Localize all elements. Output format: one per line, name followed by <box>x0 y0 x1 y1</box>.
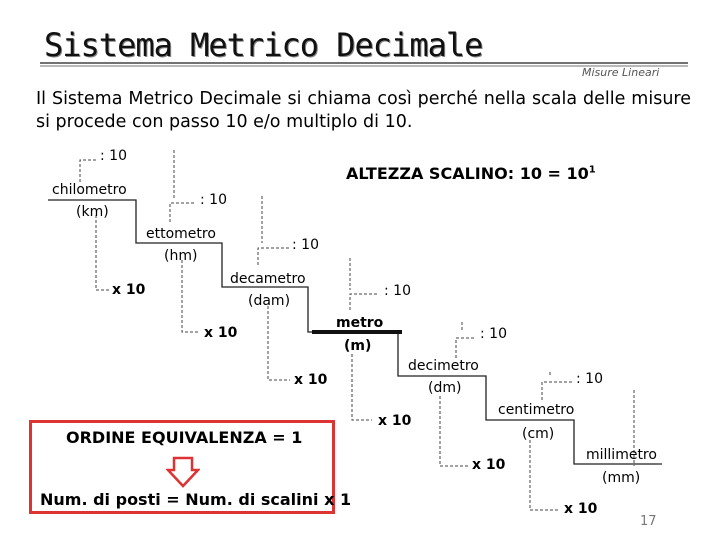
unit-abbr-cm: (cm) <box>522 426 555 442</box>
unit-label-dm: decimetro <box>408 358 479 374</box>
intro-text: Il Sistema Metrico Decimale si chiama così perché nella scala delle misure si procede con passo 10 e/o multiplo di 10. <box>36 89 691 132</box>
divide-label: : 10 <box>480 326 507 342</box>
unit-abbr-dm: (dm) <box>428 380 462 396</box>
step-height-text: ALTEZZA SCALINO: 10 = 10 <box>346 164 589 183</box>
divide-label: : 10 <box>200 192 227 208</box>
divide-label: : 10 <box>576 371 603 387</box>
unit-abbr-m: (m) <box>344 338 372 354</box>
unit-abbr-hm: (hm) <box>164 248 198 264</box>
unit-abbr-mm: (mm) <box>602 470 641 486</box>
multiply-label: x 10 <box>378 413 412 429</box>
page-subtitle: Misure Lineari <box>582 66 660 79</box>
unit-label-mm: millimetro <box>586 447 657 463</box>
multiply-label: x 10 <box>472 457 506 473</box>
multiply-label: x 10 <box>112 282 146 298</box>
down-arrow-icon <box>166 456 200 488</box>
divide-label: : 10 <box>100 148 127 164</box>
page-number: 17 <box>640 514 657 529</box>
step-height-exponent: 1 <box>588 164 596 176</box>
multiply-label: x 10 <box>564 501 598 517</box>
equivalence-title: ORDINE EQUIVALENZA = 1 <box>66 428 303 447</box>
divide-label: : 10 <box>384 283 411 299</box>
step-height-label <box>346 164 596 183</box>
unit-abbr-dam: (dam) <box>248 293 291 309</box>
multiply-label: x 10 <box>294 372 328 388</box>
unit-abbr-km: (km) <box>76 204 109 220</box>
multiply-label: x 10 <box>204 325 238 341</box>
unit-label-dam: decametro <box>230 271 306 287</box>
unit-label-hm: ettometro <box>146 226 216 242</box>
equivalence-formula: Num. di posti = Num. di scalini x 1 <box>40 490 352 509</box>
unit-label-m: metro <box>336 315 384 331</box>
unit-label-cm: centimetro <box>498 402 575 418</box>
page-title: Sistema Metrico Decimale <box>44 26 483 64</box>
divide-label: : 10 <box>292 237 319 253</box>
unit-label-km: chilometro <box>52 182 127 198</box>
